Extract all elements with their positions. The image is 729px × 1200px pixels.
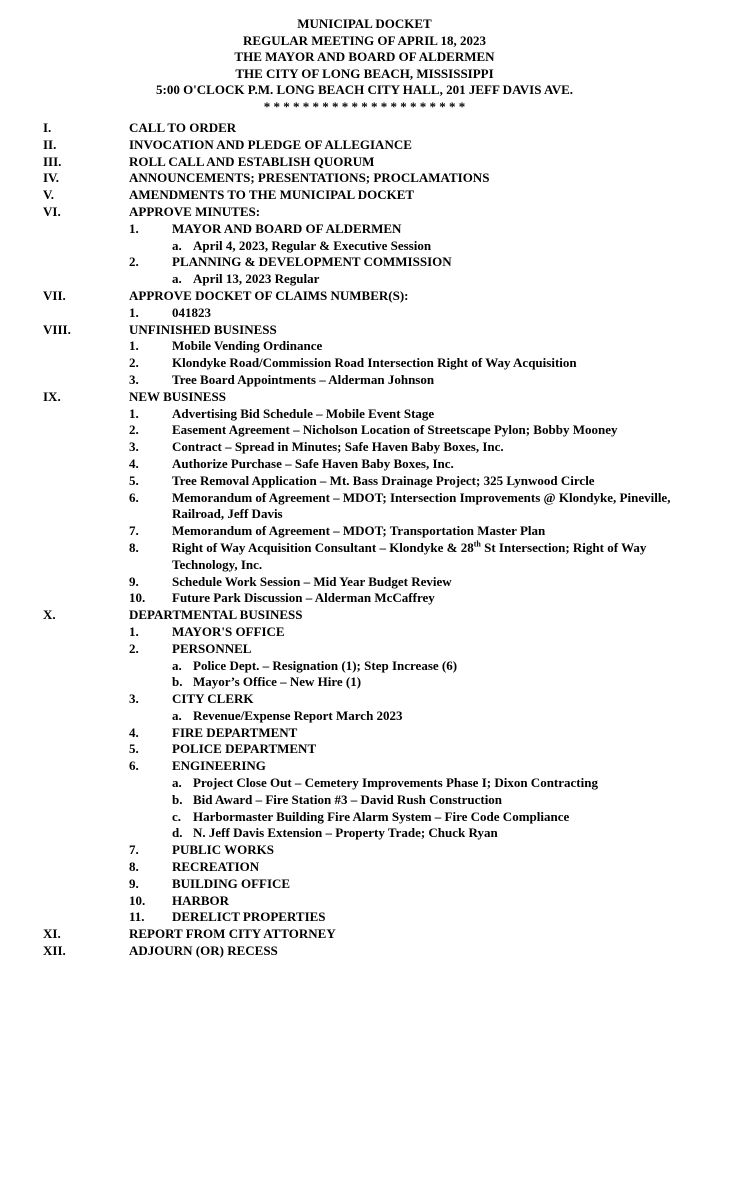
star-divider: * * * * * * * * * * * * * * * * * * * * * — [263, 98, 466, 114]
item-number: V. — [43, 187, 54, 203]
item-number: a. — [172, 237, 182, 253]
docket-item — [0, 221, 729, 238]
item-text — [172, 473, 595, 490]
item-text — [193, 238, 431, 255]
item-text — [193, 674, 361, 691]
item-number: d. — [172, 825, 183, 841]
item-text-main: UNFINISHED BUSINESS — [129, 321, 277, 337]
item-text-main: Memorandum of Agreement – MDOT; Transportation Master Plan — [172, 523, 546, 539]
item-text-main: ADJOURN (OR) RECESS — [129, 943, 278, 959]
item-text — [172, 624, 285, 641]
item-number: 1. — [129, 304, 139, 320]
item-text-main: Memorandum of Agreement – MDOT; Intersection Improvements @ Klondyke, Pineville, Railroad, Jeff Davis — [172, 489, 671, 522]
item-text — [172, 540, 692, 574]
item-text-main: REPORT FROM CITY ATTORNEY — [129, 926, 336, 942]
docket-item — [0, 355, 729, 372]
item-text-main: Revenue/Expense Report March 2023 — [193, 707, 403, 723]
item-text — [172, 254, 452, 271]
docket-subitem — [0, 238, 729, 255]
item-number: XII. — [43, 943, 66, 959]
docket-section — [0, 288, 729, 305]
docket-item — [0, 859, 729, 876]
item-number: I. — [43, 120, 52, 135]
docket-item — [0, 893, 729, 910]
item-text — [193, 658, 457, 675]
item-text-main: Right of Way Acquisition Consultant – Klondyke & 28 — [172, 539, 474, 555]
item-text-main: Schedule Work Session – Mid Year Budget Review — [172, 573, 452, 589]
docket-item — [0, 254, 729, 271]
docket-item — [0, 691, 729, 708]
item-text-main: DEPARTMENTAL BUSINESS — [129, 607, 303, 623]
city-name: THE CITY OF LONG BEACH, MISSISSIPPI — [235, 65, 494, 81]
docket-item — [0, 741, 729, 758]
item-text — [172, 893, 229, 910]
item-number: a. — [172, 707, 182, 723]
item-number: 9. — [129, 573, 139, 589]
item-number: 5. — [129, 472, 139, 488]
item-text-main: ROLL CALL AND ESTABLISH QUORUM — [129, 153, 375, 169]
docket-item — [0, 909, 729, 926]
item-text-main: PUBLIC WORKS — [172, 842, 274, 858]
item-text — [129, 607, 303, 624]
item-number: b. — [172, 674, 183, 690]
docket-item — [0, 725, 729, 742]
item-text-main: MAYOR'S OFFICE — [172, 623, 285, 639]
docket-subitem — [0, 658, 729, 675]
docket-section — [0, 154, 729, 171]
ordinal-suffix: th — [473, 539, 481, 549]
item-text — [172, 456, 454, 473]
docket-item — [0, 624, 729, 641]
item-text-main: PLANNING & DEVELOPMENT COMMISSION — [172, 254, 452, 270]
item-number: 2. — [129, 422, 139, 438]
item-text — [172, 355, 577, 372]
item-text-main: POLICE DEPARTMENT — [172, 741, 317, 757]
docket-item — [0, 422, 729, 439]
item-text — [172, 372, 434, 389]
item-number: 1. — [129, 623, 139, 639]
item-text-main: Harbormaster Building Fire Alarm System – Fire Code Compliance — [193, 808, 570, 824]
item-text — [193, 271, 319, 288]
docket-section — [0, 120, 729, 137]
docket-subitem — [0, 674, 729, 691]
docket-item — [0, 574, 729, 591]
item-number: 4. — [129, 455, 139, 471]
item-text-main: Mayor’s Office – New Hire (1) — [193, 674, 362, 690]
item-text — [172, 758, 266, 775]
item-text-main: Contract – Spread in Minutes; Safe Haven Baby Boxes, Inc. — [172, 439, 504, 455]
docket-section — [0, 943, 729, 960]
item-text — [193, 792, 502, 809]
item-text — [172, 876, 290, 893]
item-number: III. — [43, 153, 62, 169]
item-number: VIII. — [43, 321, 71, 337]
item-number: 11. — [129, 909, 145, 925]
item-text — [129, 943, 278, 960]
item-text-main: BUILDING OFFICE — [172, 875, 291, 891]
item-number: XI. — [43, 926, 61, 942]
document-title: MUNICIPAL DOCKET — [297, 16, 432, 31]
item-text — [172, 305, 211, 322]
docket-subitem — [0, 775, 729, 792]
docket-item — [0, 876, 729, 893]
item-text — [129, 187, 414, 204]
item-text — [193, 809, 569, 826]
item-text-main: DERELICT PROPERTIES — [172, 909, 326, 925]
item-number: 3. — [129, 371, 139, 387]
docket-section — [0, 926, 729, 943]
item-text-main: Authorize Purchase – Safe Haven Baby Boxes, Inc. — [172, 455, 454, 471]
item-number: 1. — [129, 338, 139, 354]
item-text-main: HARBOR — [172, 892, 230, 908]
meeting-date: REGULAR MEETING OF APRIL 18, 2023 — [243, 32, 486, 48]
item-text — [172, 523, 545, 540]
docket-section — [0, 187, 729, 204]
item-text — [129, 120, 236, 137]
item-text-main: Future Park Discussion – Alderman McCaffrey — [172, 590, 435, 606]
item-text — [193, 708, 403, 725]
docket-section — [0, 389, 729, 406]
item-number: 2. — [129, 640, 139, 656]
item-text-main: Project Close Out – Cemetery Improvements Phase I; Dixon Contracting — [193, 775, 598, 791]
item-text — [129, 389, 226, 406]
item-text-main: Bid Award – Fire Station #3 – David Rush Construction — [193, 791, 503, 807]
item-text — [129, 154, 374, 171]
item-text — [193, 775, 598, 792]
item-number: 7. — [129, 523, 139, 539]
item-text-main: April 13, 2023 Regular — [193, 271, 320, 287]
item-number: 4. — [129, 724, 139, 740]
item-number: 2. — [129, 355, 139, 371]
item-number: 8. — [129, 539, 139, 555]
item-text-main: PERSONNEL — [172, 640, 252, 656]
item-number: 10. — [129, 892, 146, 908]
item-text — [172, 422, 617, 439]
docket-section — [0, 170, 729, 187]
docket-list — [0, 120, 729, 960]
item-text-main: April 4, 2023, Regular & Executive Session — [193, 237, 432, 253]
item-text-main: CALL TO ORDER — [129, 120, 237, 135]
docket-item — [0, 473, 729, 490]
item-text — [129, 322, 277, 339]
item-number: 1. — [129, 405, 139, 421]
item-text-main: NEW BUSINESS — [129, 388, 226, 404]
item-number: 7. — [129, 842, 139, 858]
item-number: 8. — [129, 859, 139, 875]
docket-subitem — [0, 825, 729, 842]
item-text-main: ENGINEERING — [172, 758, 266, 774]
item-text — [193, 825, 498, 842]
item-text-main: APPROVE MINUTES: — [129, 203, 261, 219]
item-text — [172, 406, 434, 423]
docket-subitem — [0, 708, 729, 725]
item-text — [172, 859, 259, 876]
item-text — [129, 170, 489, 187]
item-number: a. — [172, 657, 182, 673]
item-number: c. — [172, 808, 182, 824]
item-text-main: Tree Removal Application – Mt. Bass Drainage Project; 325 Lynwood Circle — [172, 472, 595, 488]
item-number: 2. — [129, 254, 139, 270]
docket-section — [0, 204, 729, 221]
item-text-main: MAYOR AND BOARD OF ALDERMEN — [172, 220, 402, 236]
item-number: 10. — [129, 590, 146, 606]
item-number: X. — [43, 607, 56, 623]
item-text — [172, 439, 504, 456]
docket-item — [0, 590, 729, 607]
docket-subitem — [0, 809, 729, 826]
item-number: VII. — [43, 287, 66, 303]
item-number: II. — [43, 136, 57, 152]
item-text-main: Mobile Vending Ordinance — [172, 338, 323, 354]
docket-item — [0, 523, 729, 540]
docket-subitem — [0, 792, 729, 809]
item-text-main: ANNOUNCEMENTS; PRESENTATIONS; PROCLAMATIONS — [129, 170, 490, 186]
docket-item — [0, 540, 729, 574]
item-text — [172, 338, 322, 355]
item-text — [129, 137, 412, 154]
item-number: VI. — [43, 203, 61, 219]
docket-item — [0, 372, 729, 389]
docket-item — [0, 406, 729, 423]
item-text-main: CITY CLERK — [172, 691, 254, 707]
docket-item — [0, 456, 729, 473]
docket-section — [0, 137, 729, 154]
item-text — [172, 574, 452, 591]
item-text-main: 041823 — [172, 304, 211, 320]
item-text-main: INVOCATION AND PLEDGE OF ALLEGIANCE — [129, 136, 412, 152]
item-text — [129, 926, 336, 943]
item-text — [172, 691, 254, 708]
item-number: 5. — [129, 741, 139, 757]
item-number: 9. — [129, 875, 139, 891]
docket-item — [0, 439, 729, 456]
item-text-main: Easement Agreement – Nicholson Location of Streetscape Pylon; Bobby Mooney — [172, 422, 618, 438]
item-text — [129, 204, 260, 221]
item-text-main: RECREATION — [172, 859, 260, 875]
docket-header — [0, 16, 729, 116]
meeting-time-location: 5:00 O'CLOCK P.M. LONG BEACH CITY HALL, 201 JEFF DAVIS AVE. — [155, 82, 574, 98]
item-text — [129, 288, 409, 305]
item-text — [172, 490, 692, 524]
item-text-main: FIRE DEPARTMENT — [172, 724, 298, 740]
item-text — [172, 590, 435, 607]
item-text-main: Tree Board Appointments – Alderman Johnson — [172, 371, 435, 387]
item-text — [172, 221, 401, 238]
item-number: IV. — [43, 170, 60, 186]
docket-section — [0, 322, 729, 339]
item-number: 6. — [129, 758, 139, 774]
item-number: IX. — [43, 388, 61, 404]
item-number: 1. — [129, 220, 139, 236]
docket-subitem — [0, 271, 729, 288]
item-text-main: APPROVE DOCKET OF CLAIMS NUMBER(S): — [129, 287, 409, 303]
item-number: a. — [172, 271, 182, 287]
item-text-continued: St Intersection; Right of Way Technology, Inc. — [172, 539, 647, 572]
item-number: 3. — [129, 691, 139, 707]
docket-item — [0, 842, 729, 859]
docket-item — [0, 338, 729, 355]
item-text — [172, 725, 297, 742]
item-number: 3. — [129, 439, 139, 455]
item-text-main: Klondyke Road/Commission Road Intersection Right of Way Acquisition — [172, 355, 577, 371]
item-number: 6. — [129, 489, 139, 505]
docket-section — [0, 607, 729, 624]
item-text-main: Advertising Bid Schedule – Mobile Event Stage — [172, 405, 435, 421]
item-text — [172, 741, 316, 758]
docket-item — [0, 641, 729, 658]
item-text — [172, 641, 251, 658]
docket-item — [0, 305, 729, 322]
item-number: a. — [172, 775, 182, 791]
item-number: b. — [172, 791, 183, 807]
item-text-main: Police Dept. – Resignation (1); Step Increase (6) — [193, 657, 458, 673]
item-text-main: N. Jeff Davis Extension – Property Trade; Chuck Ryan — [193, 825, 498, 841]
docket-item — [0, 490, 729, 524]
docket-item — [0, 758, 729, 775]
board-name: THE MAYOR AND BOARD OF ALDERMEN — [234, 49, 495, 65]
item-text — [172, 909, 326, 926]
item-text-main: AMENDMENTS TO THE MUNICIPAL DOCKET — [129, 187, 415, 203]
item-text — [172, 842, 274, 859]
